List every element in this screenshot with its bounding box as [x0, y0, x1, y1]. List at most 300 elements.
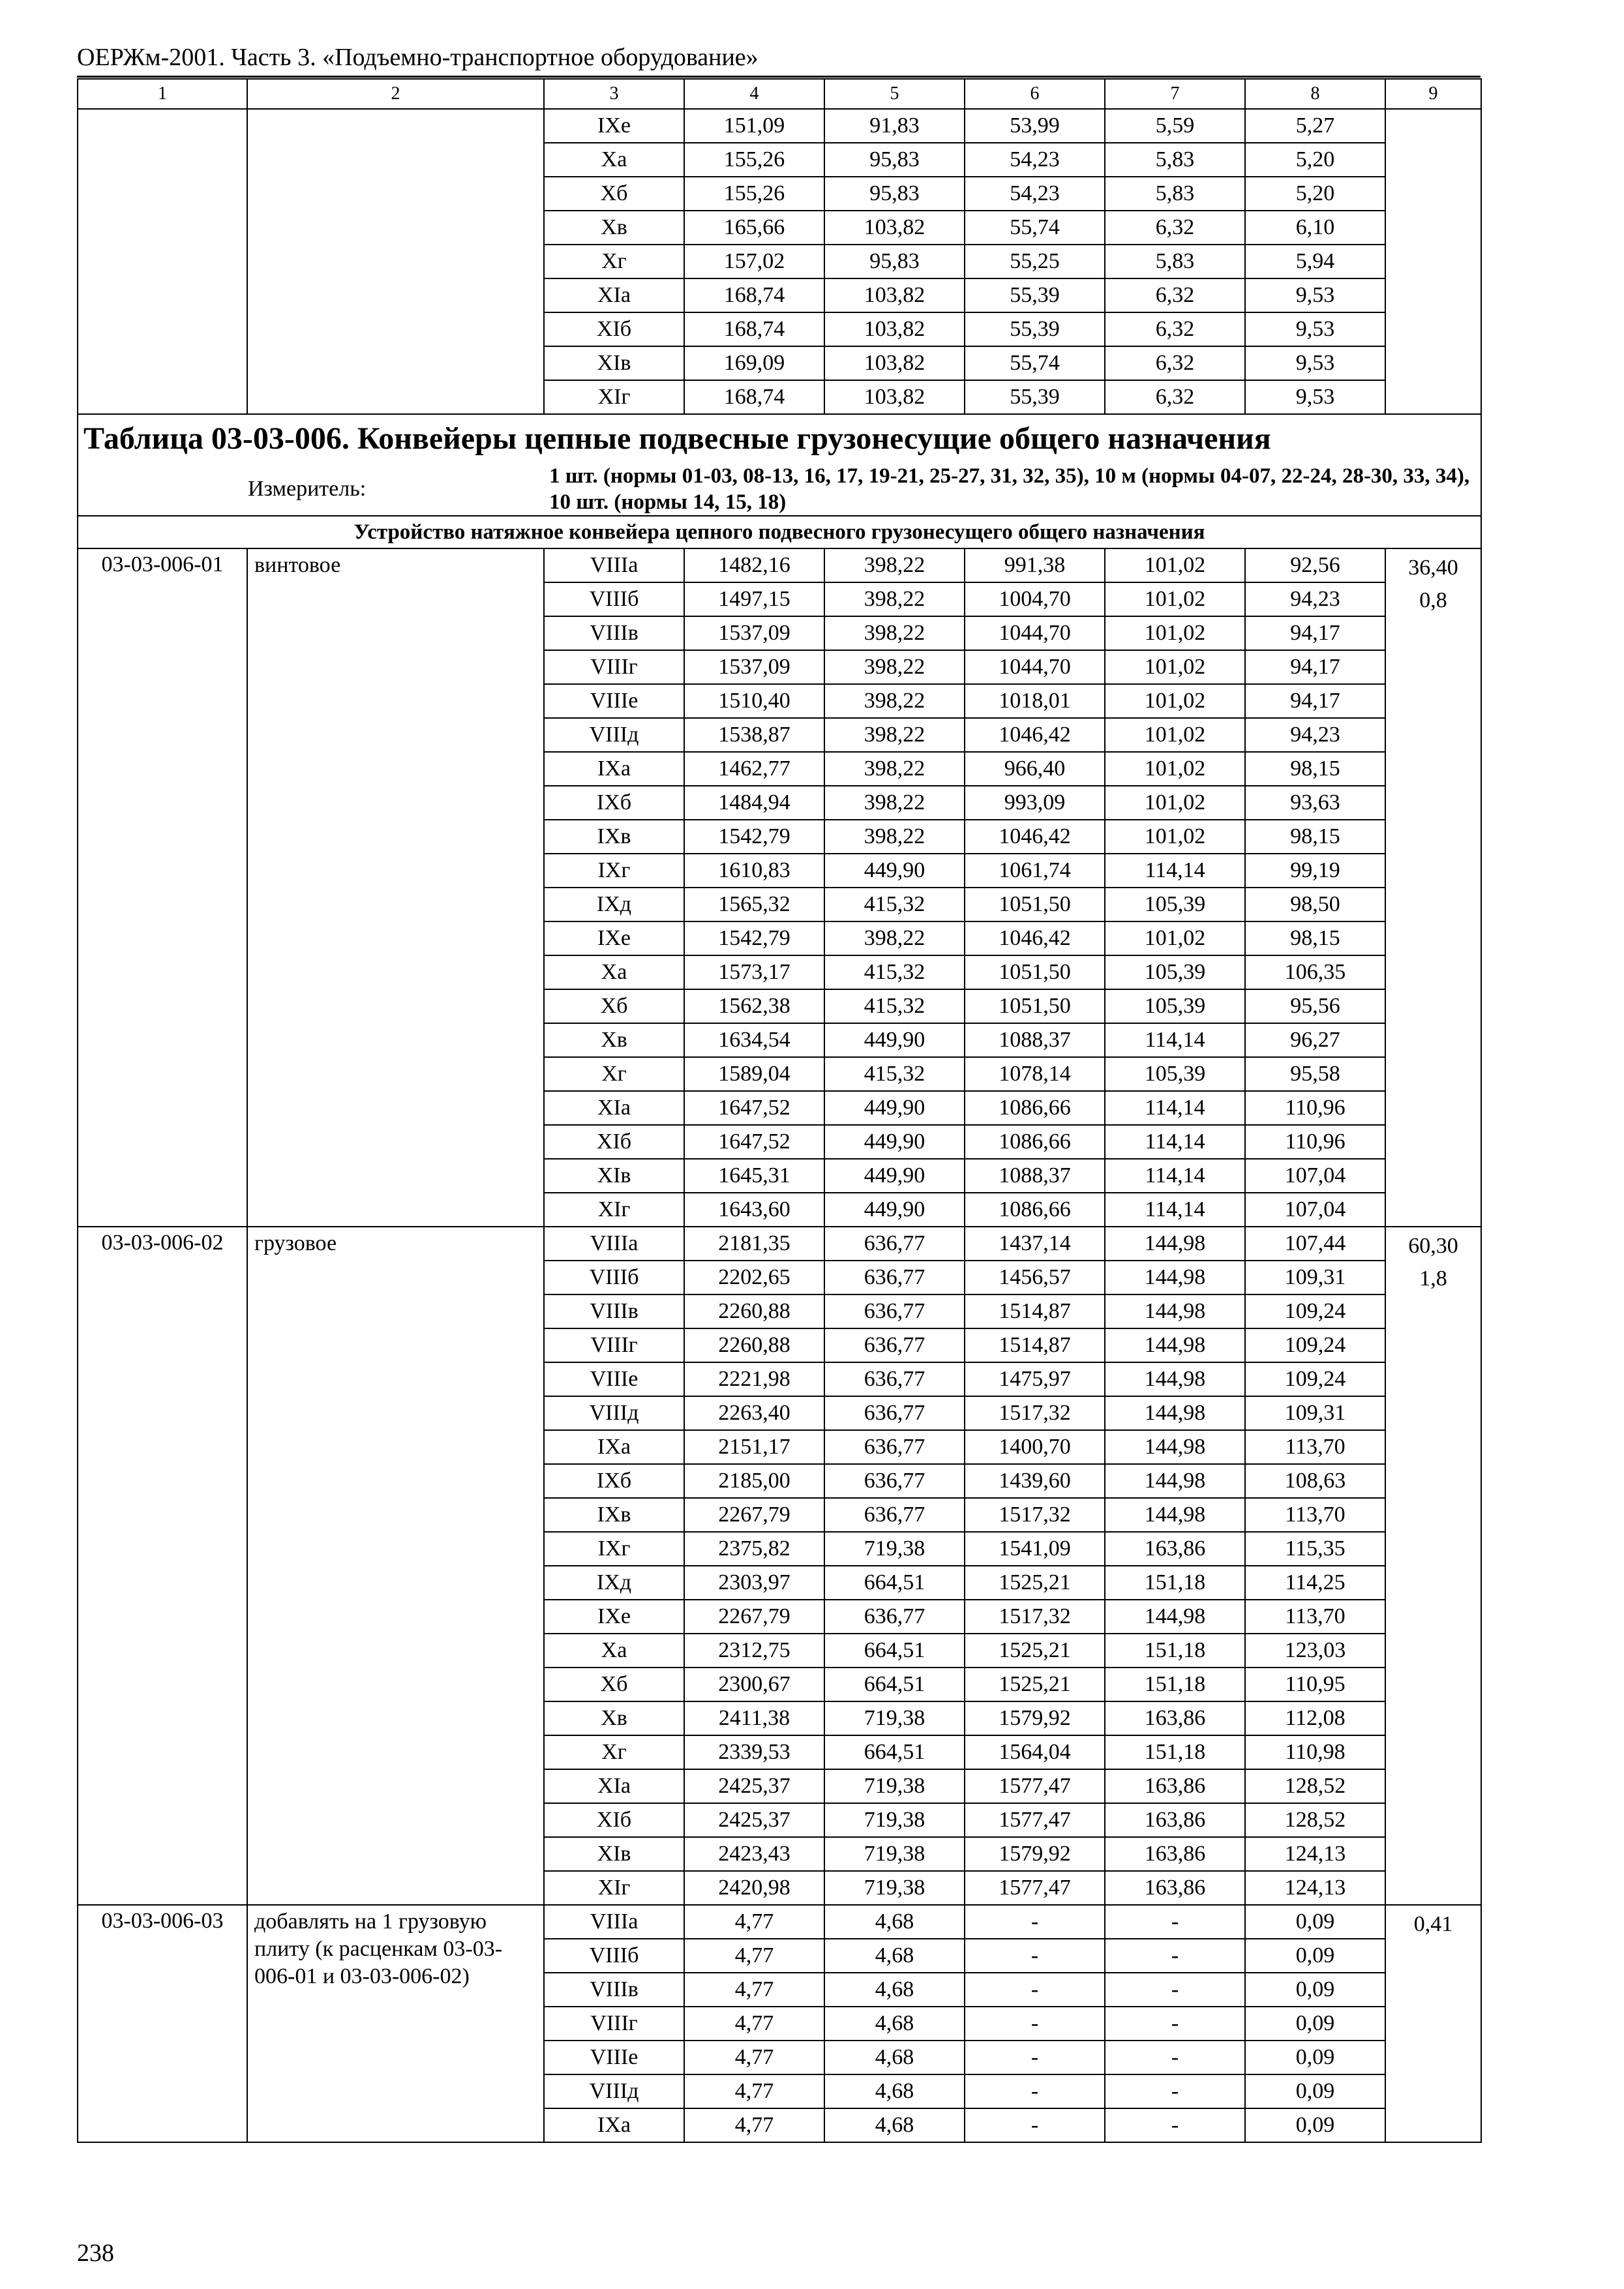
cell-machines: 1044,70	[965, 616, 1105, 650]
cell-materials: 99,19	[1245, 854, 1385, 888]
cell-machinist-wages: 5,59	[1105, 109, 1245, 143]
cell-class: VIIIд	[544, 1396, 684, 1430]
cell-class: IXа	[544, 1430, 684, 1464]
header-rule	[77, 76, 1481, 78]
cell-machines: 993,09	[965, 786, 1105, 820]
cell-class: VIIIа	[544, 1227, 684, 1261]
norms-table	[77, 78, 1482, 2143]
cell-total: 168,74	[684, 278, 824, 312]
cell-total: 2151,17	[684, 1430, 824, 1464]
cell-wages: 103,82	[824, 380, 965, 414]
cell-machinist-wages: 6,32	[1105, 211, 1245, 245]
cell-wages: 398,22	[824, 582, 965, 616]
cell-wages: 719,38	[824, 1532, 965, 1566]
cell-class: IXг	[544, 1532, 684, 1566]
measure-text: 1 шт. (нормы 01-03, 08-13, 16, 17, 19-21, 25-27, 31, 32, 35), 10 м (нормы 04-07, 22-24, 28-30, 33, 34), 10 шт. (нормы 14, 15, 18)	[544, 463, 1481, 516]
cell-machinist-wages: 151,18	[1105, 1566, 1245, 1600]
cell-machinist-wages: 163,86	[1105, 1532, 1245, 1566]
cell-wages: 636,77	[824, 1498, 965, 1532]
cell-materials: 95,58	[1245, 1057, 1385, 1091]
cell-wages: 719,38	[824, 1871, 965, 1905]
cell-wages: 398,22	[824, 921, 965, 955]
cell-class: VIIIа	[544, 548, 684, 582]
cell-total: 2260,88	[684, 1328, 824, 1362]
cell-materials: 93,63	[1245, 786, 1385, 820]
page-number: 238	[77, 2239, 114, 2267]
cell-class: Xг	[544, 1735, 684, 1769]
column-numbers-row	[78, 79, 1481, 109]
cell-machinist-wages: 101,02	[1105, 786, 1245, 820]
cell-col9-empty	[1385, 211, 1481, 245]
cell-total: 169,09	[684, 346, 824, 380]
cell-total: 2339,53	[684, 1735, 824, 1769]
cell-machinist-wages: 6,32	[1105, 346, 1245, 380]
cell-machines: 55,74	[965, 346, 1105, 380]
cell-col9-empty	[1385, 278, 1481, 312]
cell-materials: 0,09	[1245, 2007, 1385, 2041]
cell-machinist-wages: 101,02	[1105, 616, 1245, 650]
cell-machinist-wages: 144,98	[1105, 1498, 1245, 1532]
cell-wages: 398,22	[824, 616, 965, 650]
cell-total: 1645,31	[684, 1159, 824, 1193]
cell-machinist-wages: -	[1105, 1973, 1245, 2007]
cell-wages: 636,77	[824, 1464, 965, 1498]
cell-machinist-wages: 101,02	[1105, 582, 1245, 616]
cell-machines: -	[965, 1973, 1105, 2007]
cell-wages: 103,82	[824, 211, 965, 245]
page-header: ОЕРЖм-2001. Часть 3. «Подъемно-транспортное оборудование»	[77, 44, 759, 71]
table-row	[78, 211, 1481, 245]
cell-code-empty	[78, 143, 247, 177]
cell-machines: -	[965, 2041, 1105, 2074]
cell-materials: 95,56	[1245, 989, 1385, 1023]
cell-total: 4,77	[684, 2108, 824, 2142]
cell-total: 4,77	[684, 2074, 824, 2108]
cell-machines: 55,74	[965, 211, 1105, 245]
cell-total: 1510,40	[684, 684, 824, 718]
cell-machinist-wages: 105,39	[1105, 955, 1245, 989]
cell-class: IXв	[544, 1498, 684, 1532]
cell-machinist-wages: 151,18	[1105, 1668, 1245, 1701]
cell-class: XIв	[544, 346, 684, 380]
cell-total: 155,26	[684, 177, 824, 211]
cell-materials: 6,10	[1245, 211, 1385, 245]
cell-class: Xб	[544, 989, 684, 1023]
cell-total: 4,77	[684, 1973, 824, 2007]
cell-machines: 1086,66	[965, 1091, 1105, 1125]
cell-col9-empty	[1385, 245, 1481, 278]
cell-class: VIIIе	[544, 2041, 684, 2074]
norm-code: 03-03-006-03	[78, 1905, 247, 2142]
cell-total: 168,74	[684, 312, 824, 346]
cell-machines: 1525,21	[965, 1668, 1105, 1701]
cell-materials: 94,23	[1245, 718, 1385, 752]
cell-machines: 1088,37	[965, 1023, 1105, 1057]
cell-col9-empty	[1385, 380, 1481, 414]
cell-class: XIб	[544, 1125, 684, 1159]
cell-class: VIIIб	[544, 1261, 684, 1294]
cell-machines: 1044,70	[965, 650, 1105, 684]
cell-machines: 1004,70	[965, 582, 1105, 616]
norm-col9	[1385, 1227, 1481, 1905]
cell-wages: 398,22	[824, 548, 965, 582]
cell-machines: 54,23	[965, 177, 1105, 211]
cell-machines: 1517,32	[965, 1498, 1105, 1532]
cell-materials: 0,09	[1245, 1905, 1385, 1939]
cell-class: XIа	[544, 278, 684, 312]
norm-description: винтовое	[247, 548, 544, 1227]
cell-class: VIIIб	[544, 582, 684, 616]
cell-total: 2425,37	[684, 1769, 824, 1803]
cell-class: Xв	[544, 211, 684, 245]
cell-total: 4,77	[684, 2041, 824, 2074]
cell-class: XIа	[544, 1769, 684, 1803]
cell-class: VIIIе	[544, 684, 684, 718]
col9-value: 36,40	[1408, 556, 1458, 580]
col9-value: 60,30	[1408, 1234, 1458, 1258]
cell-materials: 98,15	[1245, 752, 1385, 786]
cell-class: VIIIв	[544, 1294, 684, 1328]
cell-class: Xа	[544, 955, 684, 989]
table-row	[78, 312, 1481, 346]
cell-materials: 123,03	[1245, 1634, 1385, 1668]
cell-machines: 54,23	[965, 143, 1105, 177]
cell-machinist-wages: 105,39	[1105, 888, 1245, 921]
cell-code-empty	[78, 211, 247, 245]
cell-machinist-wages: -	[1105, 1905, 1245, 1939]
cell-machines: 1517,32	[965, 1600, 1105, 1634]
cell-total: 2420,98	[684, 1871, 824, 1905]
cell-machinist-wages: 144,98	[1105, 1362, 1245, 1396]
cell-machinist-wages: 114,14	[1105, 1091, 1245, 1125]
cell-class: IXг	[544, 854, 684, 888]
cell-wages: 449,90	[824, 1193, 965, 1227]
cell-wages: 636,77	[824, 1430, 965, 1464]
cell-class: VIIIв	[544, 616, 684, 650]
cell-description-empty	[247, 177, 544, 211]
column-number: 9	[1385, 79, 1481, 109]
cell-machines: 966,40	[965, 752, 1105, 786]
cell-machines: 991,38	[965, 548, 1105, 582]
cell-machines: 55,25	[965, 245, 1105, 278]
cell-machines: 1514,87	[965, 1294, 1105, 1328]
cell-total: 2300,67	[684, 1668, 824, 1701]
cell-machines: 53,99	[965, 109, 1105, 143]
table-row	[78, 548, 1481, 582]
cell-machines: 1061,74	[965, 854, 1105, 888]
cell-wages: 636,77	[824, 1396, 965, 1430]
cell-wages: 398,22	[824, 752, 965, 786]
table-row	[78, 1905, 1481, 1939]
cell-machines: 1046,42	[965, 921, 1105, 955]
cell-code-empty	[78, 380, 247, 414]
cell-description-empty	[247, 211, 544, 245]
cell-machinist-wages: 114,14	[1105, 1023, 1245, 1057]
cell-machines: 1577,47	[965, 1803, 1105, 1837]
cell-machines: 1086,66	[965, 1193, 1105, 1227]
cell-wages: 449,90	[824, 854, 965, 888]
cell-total: 4,77	[684, 1939, 824, 1973]
cell-machinist-wages: 144,98	[1105, 1430, 1245, 1464]
cell-materials: 108,63	[1245, 1464, 1385, 1498]
cell-machinist-wages: 163,86	[1105, 1837, 1245, 1871]
cell-materials: 0,09	[1245, 1939, 1385, 1973]
table-title-row	[78, 414, 1481, 463]
table-row	[78, 109, 1481, 143]
cell-total: 1537,09	[684, 616, 824, 650]
cell-total: 2185,00	[684, 1464, 824, 1498]
cell-class: IXв	[544, 820, 684, 854]
cell-machinist-wages: 5,83	[1105, 177, 1245, 211]
cell-class: IXе	[544, 109, 684, 143]
cell-machinist-wages: 101,02	[1105, 752, 1245, 786]
cell-machines: 1439,60	[965, 1464, 1105, 1498]
cell-wages: 636,77	[824, 1328, 965, 1362]
cell-class: IXд	[544, 888, 684, 921]
cell-class: IXе	[544, 921, 684, 955]
cell-machinist-wages: 105,39	[1105, 989, 1245, 1023]
cell-machinist-wages: 114,14	[1105, 1159, 1245, 1193]
cell-materials: 5,94	[1245, 245, 1385, 278]
cell-machines: 1051,50	[965, 888, 1105, 921]
cell-machinist-wages: 101,02	[1105, 718, 1245, 752]
cell-machines: 1579,92	[965, 1837, 1105, 1871]
col9-value: 0,41	[1413, 1912, 1453, 1936]
cell-description-empty	[247, 245, 544, 278]
cell-machines: 1046,42	[965, 820, 1105, 854]
cell-materials: 5,20	[1245, 177, 1385, 211]
cell-machines: 1078,14	[965, 1057, 1105, 1091]
cell-total: 1542,79	[684, 820, 824, 854]
cell-total: 1647,52	[684, 1091, 824, 1125]
cell-wages: 4,68	[824, 2007, 965, 2041]
cell-class: IXе	[544, 1600, 684, 1634]
cell-wages: 449,90	[824, 1023, 965, 1057]
cell-materials: 0,09	[1245, 2074, 1385, 2108]
cell-machines: 1400,70	[965, 1430, 1105, 1464]
cell-materials: 112,08	[1245, 1701, 1385, 1735]
cell-class: VIIIб	[544, 1939, 684, 1973]
column-number: 7	[1105, 79, 1245, 109]
cell-materials: 109,31	[1245, 1396, 1385, 1430]
cell-materials: 9,53	[1245, 380, 1385, 414]
cell-materials: 109,24	[1245, 1328, 1385, 1362]
measure-label: Измеритель:	[78, 463, 544, 516]
cell-class: VIIIв	[544, 1973, 684, 2007]
cell-wages: 719,38	[824, 1837, 965, 1871]
cell-machinist-wages: 114,14	[1105, 1125, 1245, 1159]
cell-total: 1565,32	[684, 888, 824, 921]
norm-col9	[1385, 548, 1481, 1227]
cell-machinist-wages: 114,14	[1105, 1193, 1245, 1227]
norm-description: грузовое	[247, 1227, 544, 1905]
subsection-title: Устройство натяжное конвейера цепного подвесного грузонесущего общего назначения	[78, 516, 1481, 548]
cell-machinist-wages: 151,18	[1105, 1634, 1245, 1668]
cell-machinist-wages: 6,32	[1105, 278, 1245, 312]
cell-total: 4,77	[684, 2007, 824, 2041]
cell-total: 2375,82	[684, 1532, 824, 1566]
cell-machinist-wages: -	[1105, 2007, 1245, 2041]
cell-machinist-wages: 163,86	[1105, 1701, 1245, 1735]
cell-total: 168,74	[684, 380, 824, 414]
cell-total: 2202,65	[684, 1261, 824, 1294]
cell-wages: 398,22	[824, 718, 965, 752]
cell-code-empty	[78, 109, 247, 143]
cell-wages: 4,68	[824, 2108, 965, 2142]
cell-materials: 109,31	[1245, 1261, 1385, 1294]
cell-machines: 1525,21	[965, 1634, 1105, 1668]
cell-total: 2425,37	[684, 1803, 824, 1837]
cell-machines: -	[965, 2007, 1105, 2041]
cell-total: 1538,87	[684, 718, 824, 752]
cell-materials: 94,23	[1245, 582, 1385, 616]
cell-col9-empty	[1385, 312, 1481, 346]
cell-description-empty	[247, 312, 544, 346]
cell-class: IXа	[544, 752, 684, 786]
cell-wages: 415,32	[824, 955, 965, 989]
cell-total: 157,02	[684, 245, 824, 278]
cell-wages: 719,38	[824, 1701, 965, 1735]
column-number: 2	[247, 79, 544, 109]
cell-machines: 1564,04	[965, 1735, 1105, 1769]
cell-wages: 95,83	[824, 245, 965, 278]
cell-total: 1589,04	[684, 1057, 824, 1091]
cell-wages: 4,68	[824, 1973, 965, 2007]
cell-materials: 115,35	[1245, 1532, 1385, 1566]
cell-machinist-wages: 101,02	[1105, 921, 1245, 955]
cell-machinist-wages: 101,02	[1105, 684, 1245, 718]
cell-materials: 107,04	[1245, 1193, 1385, 1227]
cell-materials: 5,27	[1245, 109, 1385, 143]
cell-machinist-wages: 144,98	[1105, 1294, 1245, 1328]
cell-class: IXб	[544, 1464, 684, 1498]
cell-class: Xв	[544, 1701, 684, 1735]
cell-class: VIIIг	[544, 1328, 684, 1362]
cell-machinist-wages: 101,02	[1105, 548, 1245, 582]
cell-machinist-wages: 144,98	[1105, 1396, 1245, 1430]
cell-materials: 110,98	[1245, 1735, 1385, 1769]
cell-materials: 9,53	[1245, 278, 1385, 312]
cell-wages: 449,90	[824, 1159, 965, 1193]
cell-machinist-wages: 114,14	[1105, 854, 1245, 888]
cell-wages: 415,32	[824, 1057, 965, 1091]
col9-value: 0,8	[1419, 588, 1447, 612]
cell-materials: 106,35	[1245, 955, 1385, 989]
cell-description-empty	[247, 143, 544, 177]
cell-description-empty	[247, 380, 544, 414]
cell-materials: 113,70	[1245, 1498, 1385, 1532]
cell-total: 1462,77	[684, 752, 824, 786]
cell-total: 151,09	[684, 109, 824, 143]
cell-class: IXб	[544, 786, 684, 820]
cell-materials: 5,20	[1245, 143, 1385, 177]
cell-machinist-wages: -	[1105, 1939, 1245, 1973]
cell-materials: 96,27	[1245, 1023, 1385, 1057]
cell-machinist-wages: 144,98	[1105, 1328, 1245, 1362]
cell-wages: 4,68	[824, 1939, 965, 1973]
cell-wages: 664,51	[824, 1566, 965, 1600]
cell-wages: 664,51	[824, 1634, 965, 1668]
cell-wages: 398,22	[824, 820, 965, 854]
cell-class: VIIIе	[544, 1362, 684, 1396]
norm-col9	[1385, 1905, 1481, 2142]
cell-wages: 103,82	[824, 346, 965, 380]
cell-total: 2411,38	[684, 1701, 824, 1735]
cell-machines: 1437,14	[965, 1227, 1105, 1261]
cell-class: Xб	[544, 177, 684, 211]
cell-materials: 94,17	[1245, 616, 1385, 650]
cell-wages: 719,38	[824, 1803, 965, 1837]
column-number: 4	[684, 79, 824, 109]
table-row	[78, 177, 1481, 211]
column-number: 1	[78, 79, 247, 109]
cell-materials: 110,96	[1245, 1125, 1385, 1159]
cell-materials: 107,44	[1245, 1227, 1385, 1261]
cell-machines: 1051,50	[965, 955, 1105, 989]
cell-code-empty	[78, 245, 247, 278]
cell-total: 1497,15	[684, 582, 824, 616]
cell-machinist-wages: 6,32	[1105, 380, 1245, 414]
norm-code: 03-03-006-01	[78, 548, 247, 1227]
cell-machinist-wages: -	[1105, 2041, 1245, 2074]
cell-machines: -	[965, 1905, 1105, 1939]
cell-class: Xа	[544, 1634, 684, 1668]
cell-machines: 1088,37	[965, 1159, 1105, 1193]
cell-description-empty	[247, 346, 544, 380]
cell-class: IXд	[544, 1566, 684, 1600]
cell-wages: 398,22	[824, 650, 965, 684]
cell-total: 2181,35	[684, 1227, 824, 1261]
cell-materials: 0,09	[1245, 2108, 1385, 2142]
cell-wages: 415,32	[824, 888, 965, 921]
cell-wages: 95,83	[824, 143, 965, 177]
cell-code-empty	[78, 346, 247, 380]
cell-total: 2267,79	[684, 1600, 824, 1634]
cell-total: 1484,94	[684, 786, 824, 820]
subsection-row	[78, 516, 1481, 548]
cell-machinist-wages: 101,02	[1105, 820, 1245, 854]
cell-machines: 1514,87	[965, 1328, 1105, 1362]
cell-total: 2263,40	[684, 1396, 824, 1430]
cell-class: XIв	[544, 1159, 684, 1193]
cell-total: 2303,97	[684, 1566, 824, 1600]
cell-machinist-wages: 163,86	[1105, 1803, 1245, 1837]
cell-machinist-wages: 151,18	[1105, 1735, 1245, 1769]
cell-class: VIIIа	[544, 1905, 684, 1939]
cell-materials: 98,50	[1245, 888, 1385, 921]
cell-wages: 398,22	[824, 786, 965, 820]
column-number: 3	[544, 79, 684, 109]
cell-total: 2423,43	[684, 1837, 824, 1871]
cell-machines: 55,39	[965, 312, 1105, 346]
table-title: Таблица 03-03-006. Конвейеры цепные подвесные грузонесущие общего назначения	[78, 414, 1481, 463]
cell-machines: 1456,57	[965, 1261, 1105, 1294]
cell-materials: 0,09	[1245, 2041, 1385, 2074]
cell-machines: 55,39	[965, 380, 1105, 414]
cell-wages: 91,83	[824, 109, 965, 143]
cell-machinist-wages: -	[1105, 2074, 1245, 2108]
cell-description-empty	[247, 278, 544, 312]
norm-code: 03-03-006-02	[78, 1227, 247, 1905]
cell-total: 1482,16	[684, 548, 824, 582]
cell-col9-empty	[1385, 143, 1481, 177]
cell-wages: 103,82	[824, 312, 965, 346]
table-row	[78, 143, 1481, 177]
cell-materials: 94,17	[1245, 684, 1385, 718]
cell-wages: 103,82	[824, 278, 965, 312]
cell-code-empty	[78, 278, 247, 312]
cell-materials: 114,25	[1245, 1566, 1385, 1600]
